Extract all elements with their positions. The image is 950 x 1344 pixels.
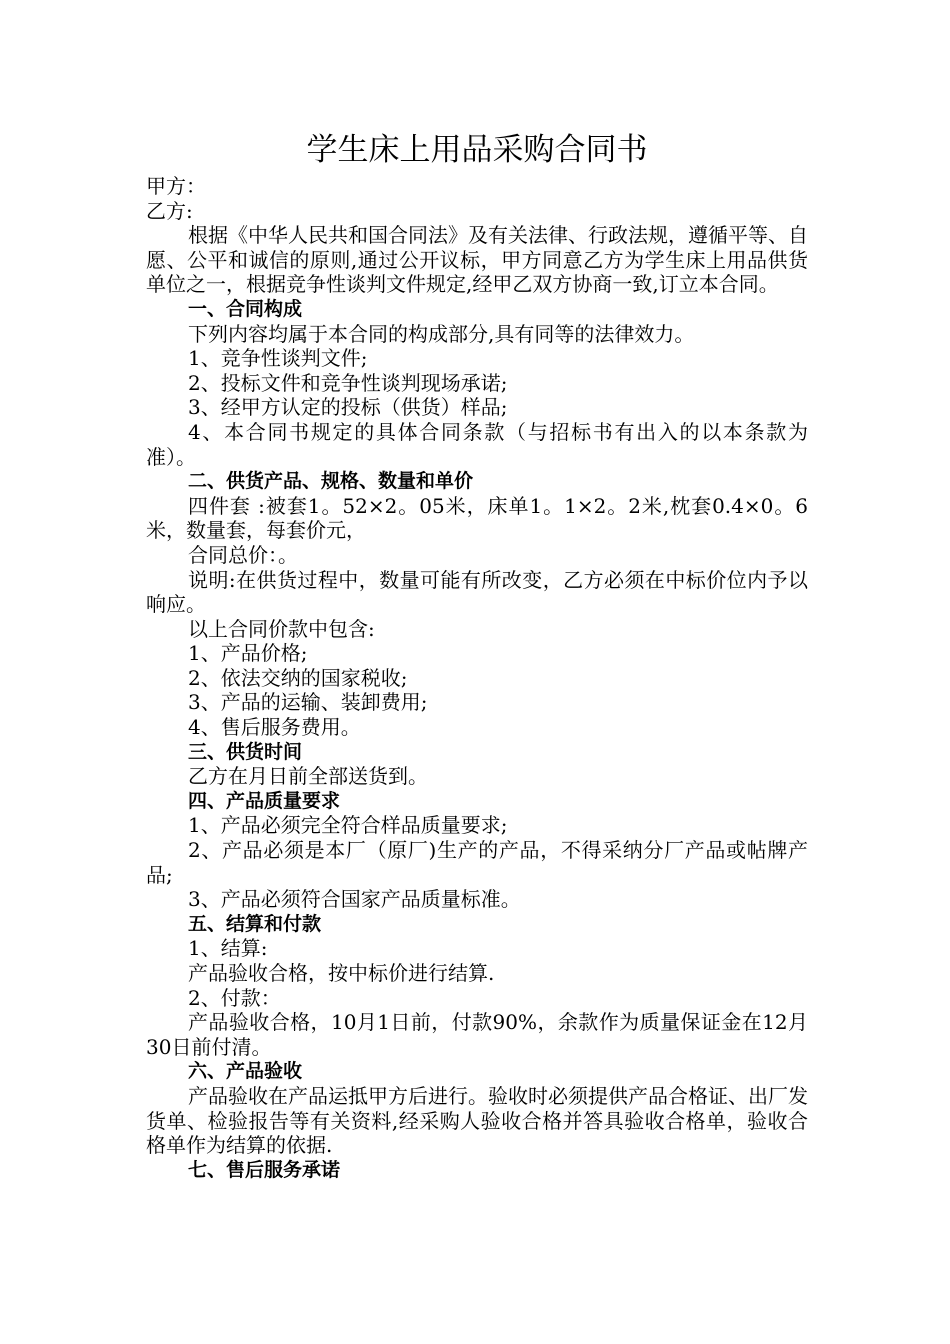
section-1-item: 4、本合同书规定的具体合同条款（与招标书有出入的以本条款为准）。 xyxy=(146,419,808,469)
section-5-settle-label: 1、结算: xyxy=(188,936,268,961)
section-6-text: 产品验收在产品运抵甲方后进行。验收时必须提供产品合格证、出厂发货单、检验报告等有关资料,经采购人验收合格并答具验收合格单，验收合格单作为结算的依据. xyxy=(146,1083,808,1158)
section-2-include-item: 3、产品的运输、装卸费用; xyxy=(188,690,428,715)
section-5-pay-text: 产品验收合格，10月1日前，付款90%，余款作为质量保证金在12月30日前付清。 xyxy=(146,1010,808,1059)
section-1-item: 3、经甲方认定的投标（供货）样品; xyxy=(188,395,508,420)
intro-paragraph: 根据《中华人民共和国合同法》及有关法律、行政法规，遵循平等、自愿、公平和诚信的原则,通过公开议标，甲方同意乙方为学生床上用品供货单位之一，根据竞争性谈判文件规定,经甲乙双方协商一致,订立本合同。 xyxy=(146,223,808,297)
section-2-spec: 四件套 :被套1。52×2。05米，床单1。1×2。2米,枕套0.4×0。6米，数量套，每套价元， xyxy=(146,493,808,543)
section-2-include-item: 1、产品价格; xyxy=(188,641,308,666)
document-title: 学生床上用品采购合同书 xyxy=(306,132,648,168)
section-2-heading: 二、供货产品、规格、数量和单价 xyxy=(188,470,474,493)
contract-document xyxy=(146,126,808,1182)
section-4-item: 3、产品必须符合国家产品质量标准。 xyxy=(188,887,521,912)
section-2-note: 说明:在供货过程中，数量可能有所改变，乙方必须在中标价位内予以响应。 xyxy=(146,567,808,617)
section-5-pay-label: 2、付款： xyxy=(188,985,281,1010)
section-2-total: 合同总价：。 xyxy=(188,542,298,567)
section-1-item: 2、投标文件和竞争性谈判现场承诺; xyxy=(188,370,508,395)
section-1-item: 1、竞争性谈判文件; xyxy=(188,346,368,371)
section-6-heading: 六、产品验收 xyxy=(188,1060,303,1083)
section-2-includes-lead: 以上合同价款中包含: xyxy=(188,616,375,641)
section-5-settle-text: 产品验收合格，按中标价进行结算. xyxy=(188,961,495,985)
party-b-line: 乙方: xyxy=(146,198,193,223)
section-4-heading: 四、产品质量要求 xyxy=(188,789,341,812)
section-4-item: 1、产品必须完全符合样品质量要求; xyxy=(188,813,508,838)
section-4-item: 2、产品必须是本厂（原厂)生产的产品，不得采纳分厂产品或帖牌产品; xyxy=(146,838,808,887)
section-1-heading: 一、合同构成 xyxy=(188,297,303,320)
section-5-heading: 五、结算和付款 xyxy=(188,912,322,935)
section-1-lead: 下列内容均属于本合同的构成部分,具有同等的法律效力。 xyxy=(188,321,695,346)
section-2-include-item: 2、依法交纳的国家税收; xyxy=(188,665,408,690)
section-7-heading: 七、售后服务承诺 xyxy=(188,1158,341,1181)
party-a-line: 甲方： xyxy=(146,174,206,198)
section-2-include-item: 4、售后服务费用。 xyxy=(188,715,361,740)
section-3-heading: 三、供货时间 xyxy=(188,740,303,763)
section-3-text: 乙方在月日前全部送货到。 xyxy=(188,764,428,789)
